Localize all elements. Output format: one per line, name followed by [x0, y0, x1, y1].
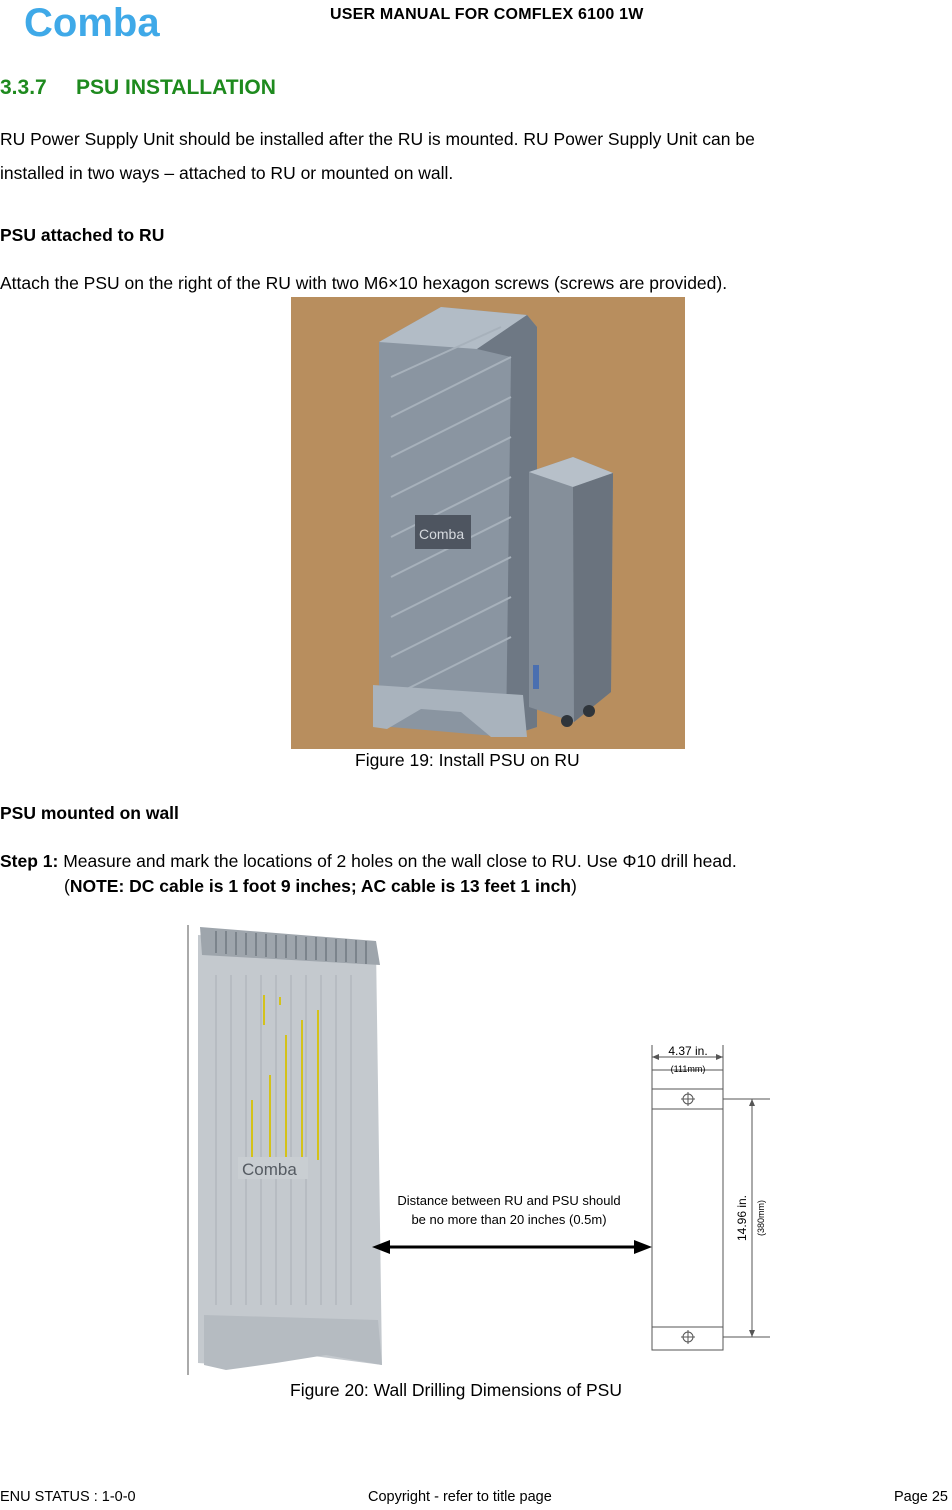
attached-instruction: Attach the PSU on the right of the RU with two M6×10 hexagon screws (screws are provided).	[0, 273, 728, 293]
subheading-wall: PSU mounted on wall	[0, 803, 179, 823]
intro-paragraph	[0, 122, 755, 190]
document-title: USER MANUAL FOR COMFLEX 6100 1W	[330, 6, 644, 23]
step-text: Measure and mark the locations of 2 holes on the wall close to RU. Use Φ10 drill head.	[58, 851, 737, 871]
note-close-paren: )	[571, 876, 577, 896]
intro-line: RU Power Supply Unit should be installed after the RU is mounted. RU Power Supply Unit can be	[0, 129, 755, 149]
cable-note	[64, 869, 577, 903]
svg-text:Comba: Comba	[242, 1160, 297, 1179]
intro-line: installed in two ways – attached to RU or mounted on wall.	[0, 163, 454, 183]
subheading-attached: PSU attached to RU	[0, 225, 165, 245]
figure-19-install-psu-photo	[291, 297, 685, 749]
note-open-paren: (	[64, 876, 70, 896]
step-label: Step 1:	[0, 851, 59, 871]
footer-status: ENU STATUS : 1-0-0	[0, 1489, 136, 1505]
comba-logo	[24, 2, 214, 42]
section-number: 3.3.7	[0, 76, 47, 99]
height-mm: (380mm)	[756, 1199, 766, 1237]
svg-text:Comba: Comba	[24, 2, 160, 42]
note-text: NOTE: DC cable is 1 foot 9 inches; AC cable is 13 feet 1 inch	[69, 876, 571, 896]
figure-19-caption: Figure 19: Install PSU on RU	[355, 750, 580, 770]
footer-copyright: Copyright - refer to title page	[368, 1489, 552, 1505]
figure-20-drilling-diagram	[186, 925, 786, 1375]
distance-line-1: Distance between RU and PSU should	[397, 1193, 621, 1208]
figure-20-caption: Figure 20: Wall Drilling Dimensions of PSU	[290, 1380, 622, 1400]
section-title: PSU INSTALLATION	[76, 76, 276, 99]
distance-line-2: be no more than 20 inches (0.5m)	[411, 1212, 607, 1227]
footer-page-number: Page 25	[893, 1489, 948, 1505]
width-inches: 4.37 in.	[668, 1044, 708, 1058]
width-mm: (111mm)	[670, 1064, 706, 1074]
svg-text:Comba: Comba	[419, 526, 465, 542]
section-heading	[0, 76, 276, 100]
height-inches: 14.96 in.	[735, 1194, 749, 1242]
